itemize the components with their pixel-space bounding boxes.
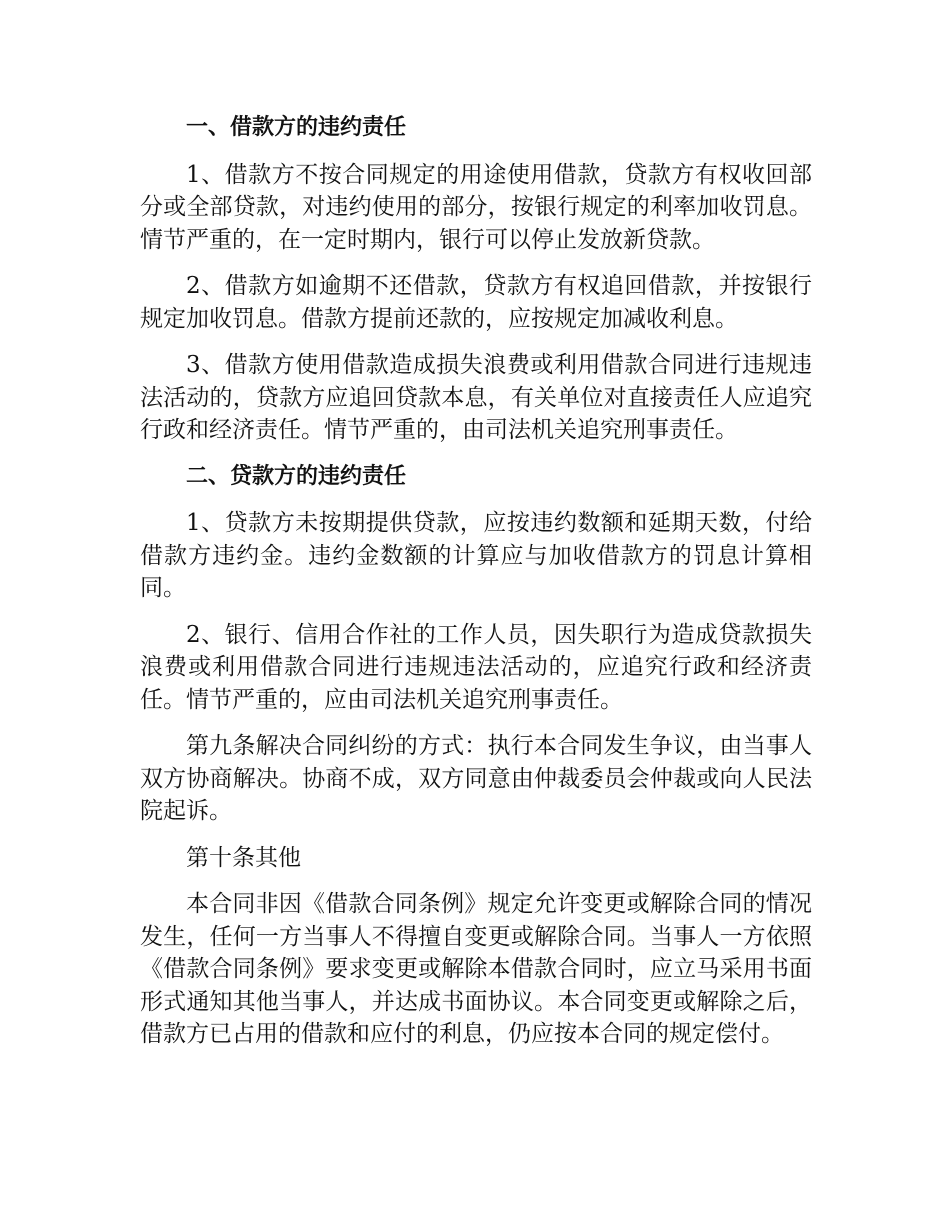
paragraph-article-10-title: 第十条其他 — [186, 844, 301, 871]
section-heading-lender-liability: 二、贷款方的违约责任 — [186, 463, 407, 489]
paragraph-borrower-clause-1: 1、借款方不按合同规定的用途使用借款，贷款方有权收回部分或全部贷款，对违约使用的部分，按银行规定的利率加收罚息。情节严重的，在一定时期内，银行可以停止发放新贷款。 — [140, 161, 812, 253]
paragraph-lender-clause-2: 2、银行、信用合作社的工作人员，因失职行为造成贷款损失浪费或利用借款合同进行违规违法活动的，应追究行政和经济责任。情节严重的，应由司法机关追究刑事责任。 — [140, 621, 812, 713]
document-page — [140, 112, 812, 1065]
paragraph-article-9: 第九条解决合同纠纷的方式：执行本合同发生争议，由当事人双方协商解决。协商不成，双方同意由仲裁委员会仲裁或向人民法院起诉。 — [140, 733, 812, 824]
paragraph-borrower-clause-2: 2、借款方如逾期不还借款，贷款方有权追回借款，并按银行规定加收罚息。借款方提前还款的，应按规定加减收利息。 — [140, 273, 812, 332]
paragraph-borrower-clause-3: 3、借款方使用借款造成损失浪费或利用借款合同进行违规违法活动的，贷款方应追回贷款本息，有关单位对直接责任人应追究行政和经济责任。情节严重的，由司法机关追究刑事责任。 — [140, 352, 812, 443]
section-heading-borrower-liability: 一、借款方的违约责任 — [186, 115, 407, 140]
paragraph-lender-clause-1: 1、贷款方未按期提供贷款，应按违约数额和延期天数，付给借款方违约金。违约金数额的计算应与加收借款方的罚息计算相同。 — [140, 510, 812, 601]
paragraph-article-10-body: 本合同非因《借款合同条例》规定允许变更或解除合同的情况发生，任何一方当事人不得擅自变更或解除合同。当事人一方依照《借款合同条例》要求变更或解除本借款合同时，应立马采用书面形式通知其他当事人，并达成书面协议。本合同变更或解除之后，借款方已占用的借款和应付的利息，仍应按本合同的规定偿付。 — [140, 891, 812, 1047]
